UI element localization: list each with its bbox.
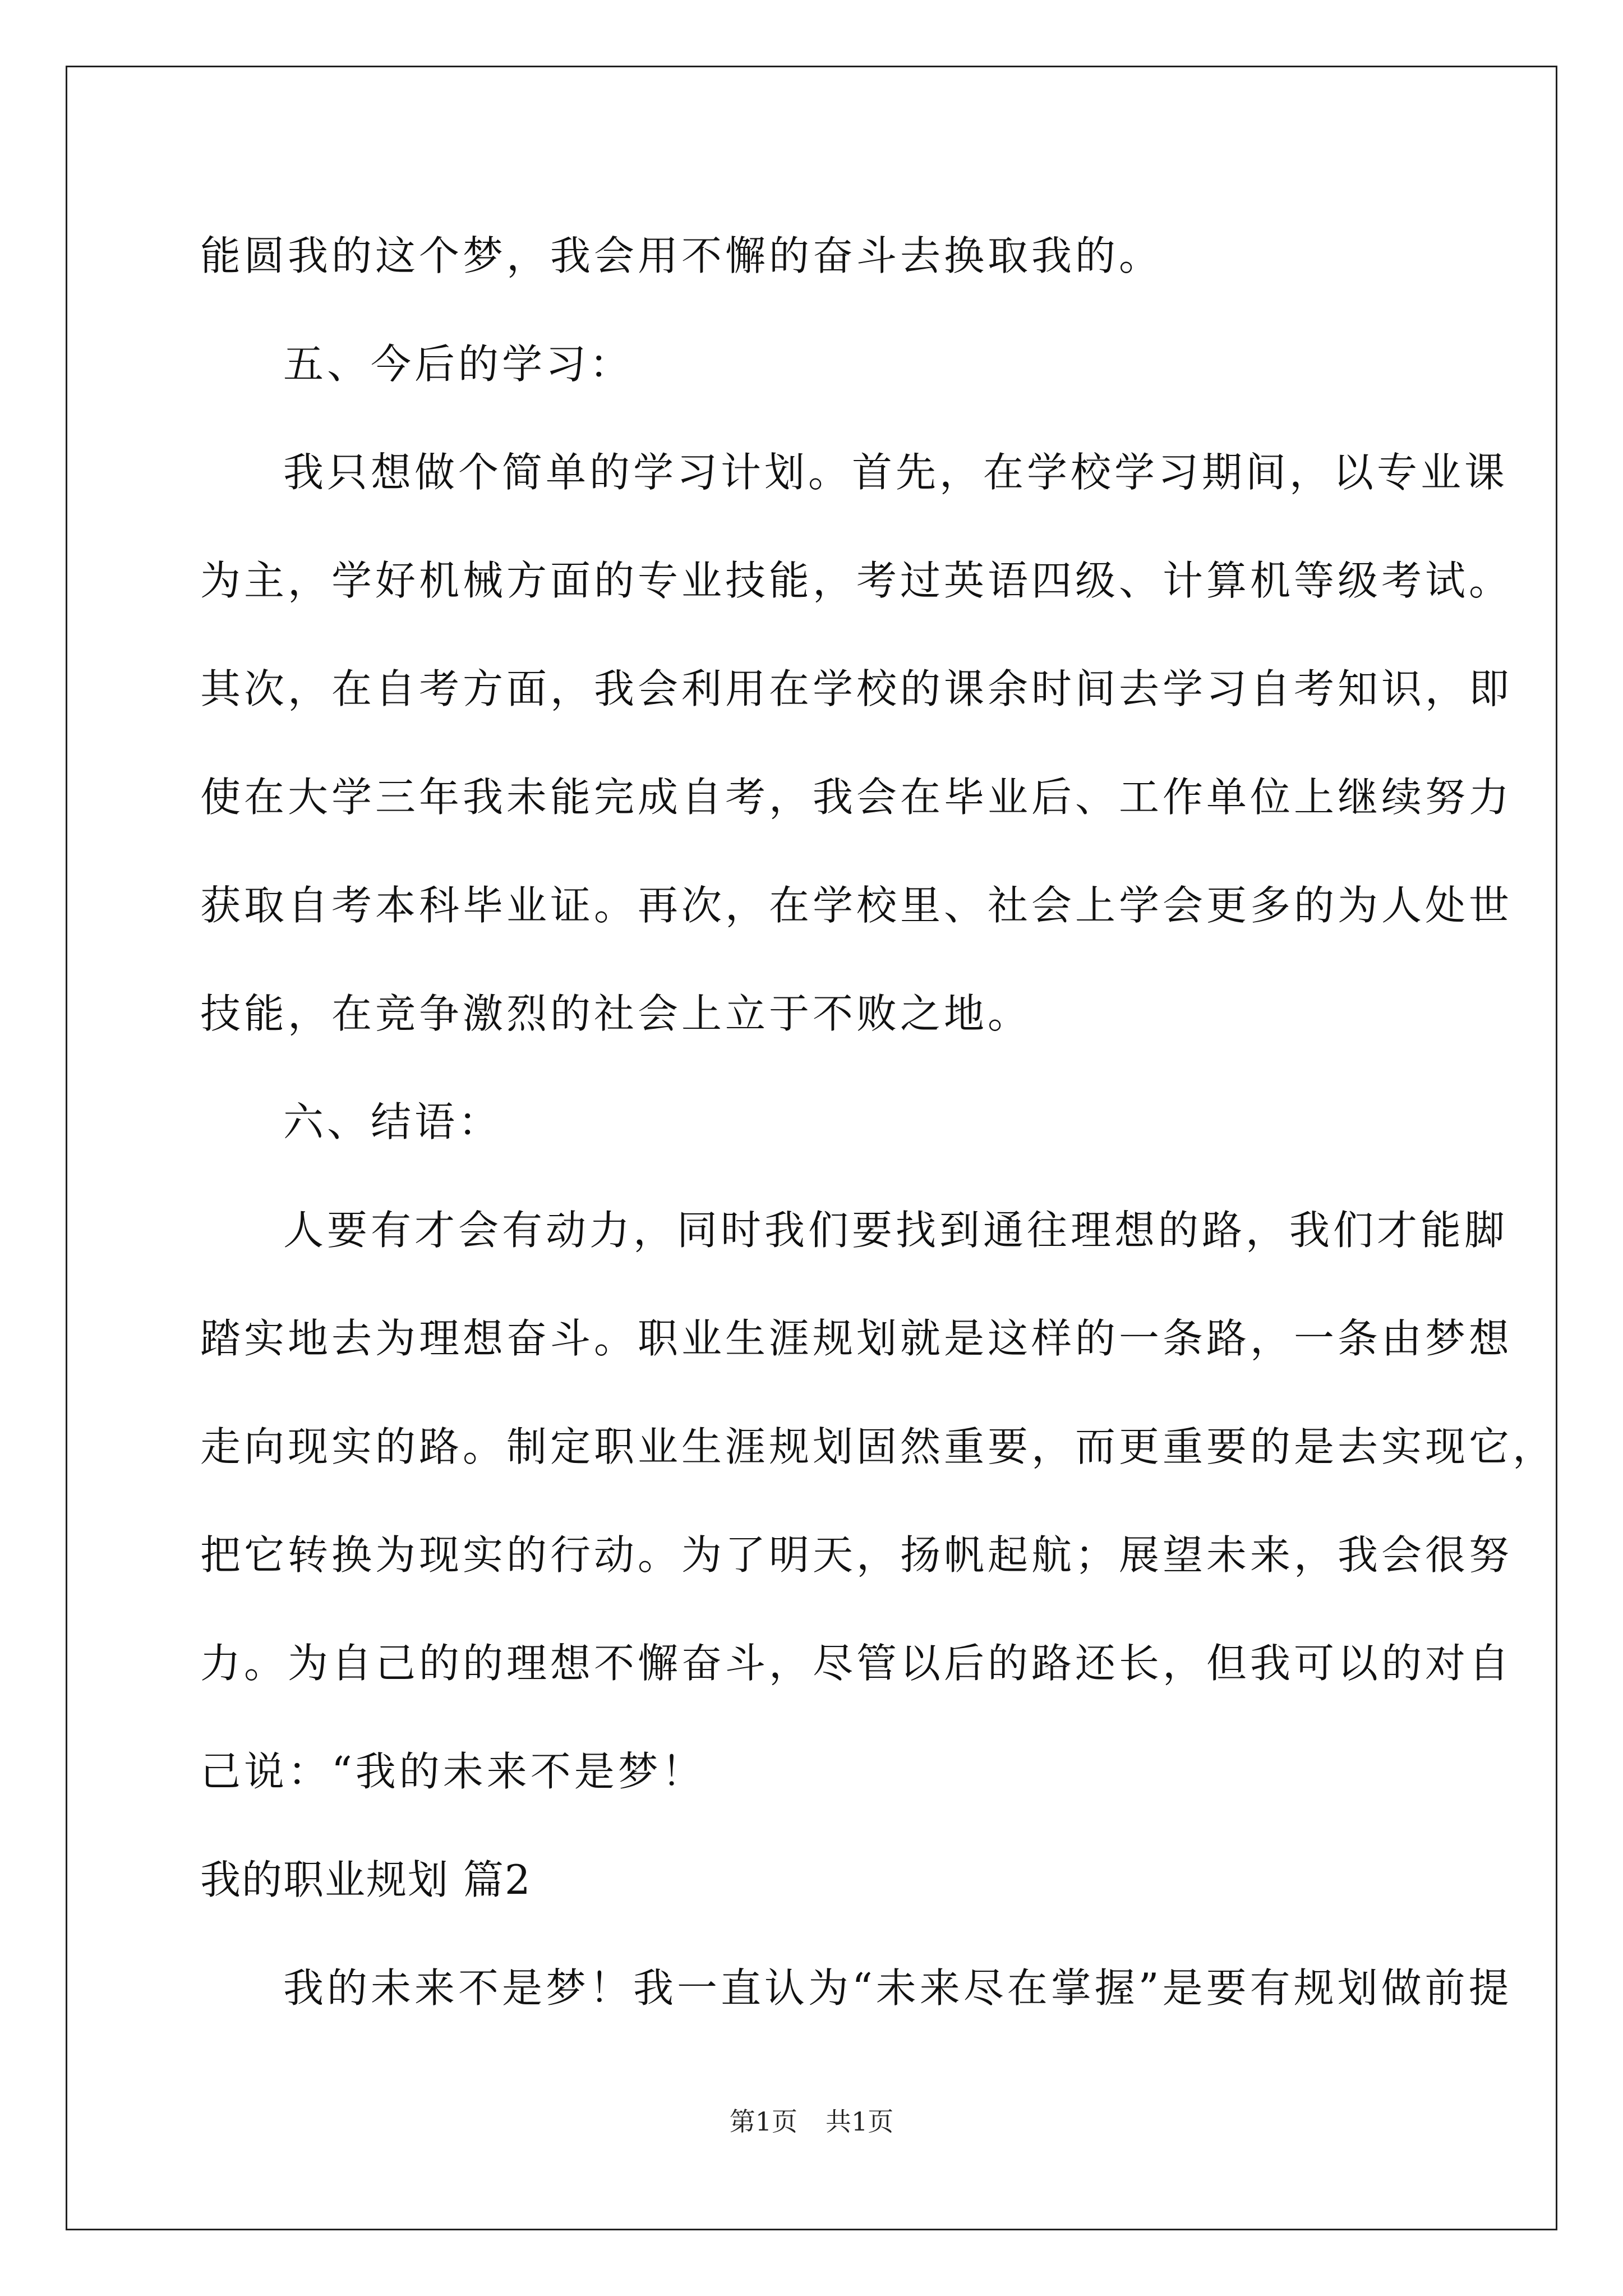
text-line: 力。为自己的的理想不懈奋斗，尽管以后的路还长，但我可以的对自 (200, 1640, 1513, 1687)
text-line: 获取自考本科毕业证。再次，在学校里、社会上学会更多的为人处世 (200, 882, 1513, 929)
text-line: 把它转换为现实的行动。为了明天，扬帆起航；展望未来，我会很努 (200, 1531, 1513, 1579)
text-line: 为主，学好机械方面的专业技能，考过英语四级、计算机等级考试。 (200, 557, 1513, 604)
page-number: 第1页 (729, 2106, 797, 2137)
text-line: 我的未来不是梦！我一直认为“未来尽在掌握”是要有规划做前提 (283, 1964, 1513, 2012)
text-line: 技能，在竞争激烈的社会上立于不败之地。 (200, 990, 1032, 1037)
text-line: 己说：“我的未来不是梦！ (200, 1748, 706, 1795)
page-total: 共1页 (826, 2106, 894, 2137)
page-footer (0, 2105, 1623, 2138)
section-heading: 我的职业规划 篇2 (200, 1856, 532, 1903)
text-line: 五、今后的学习： (283, 341, 634, 388)
text-line: 六、结语： (283, 1098, 502, 1145)
text-line: 踏实地去为理想奋斗。职业生涯规划就是这样的一条路，一条由梦想 (200, 1315, 1513, 1362)
text-line: 使在大学三年我未能完成自考，我会在毕业后、工作单位上继续努力 (200, 774, 1513, 821)
text-line: 我只想做个简单的学习计划。首先，在学校学习期间，以专业课 (283, 449, 1509, 496)
text-line: 其次，在自考方面，我会利用在学校的课余时间去学习自考知识，即 (200, 665, 1513, 712)
text-line: 走向现实的路。制定职业生涯规划固然重要，而更重要的是去实现它， (200, 1423, 1557, 1470)
document-body (200, 202, 1557, 2042)
text-line: 人要有才会有动力，同时我们要找到通往理想的路，我们才能脚 (283, 1207, 1509, 1254)
text-line: 能圆我的这个梦，我会用不懈的奋斗去换取我的。 (200, 232, 1163, 279)
